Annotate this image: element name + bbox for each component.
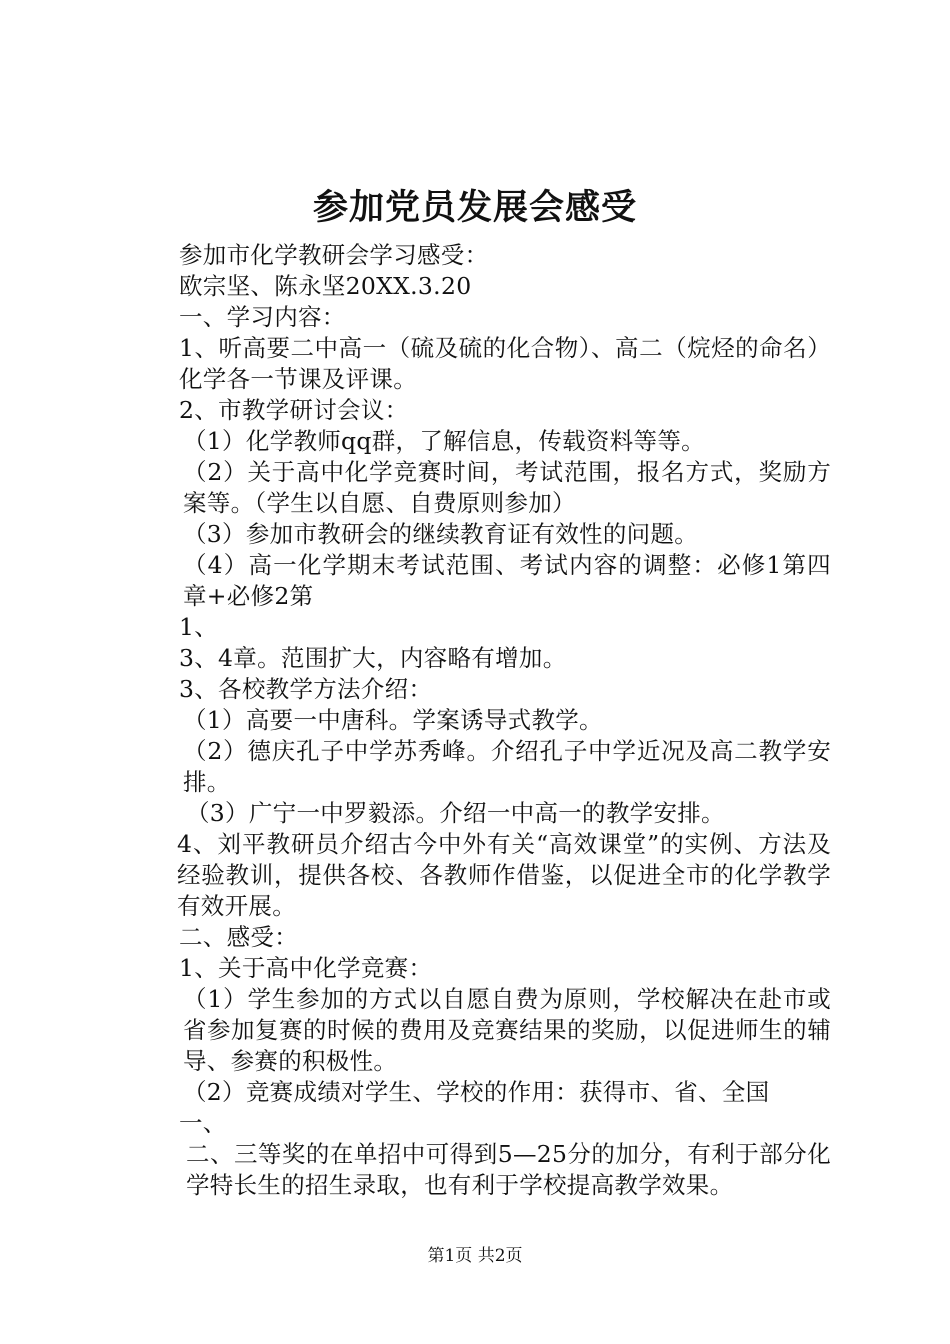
paragraph: 二、三等奖的在单招中可得到5—25分的加分，有利于部分化学特长生的招生录取，也有利于学校提高教学效果。 — [186, 1140, 831, 1199]
paragraph: 3、4章。范围扩大，内容略有增加。 — [179, 644, 567, 672]
paragraph: 一、 — [179, 1109, 227, 1137]
paragraph: （1）高要一中唐科。学案诱导式教学。 — [183, 706, 603, 734]
paragraph: 2、市教学研讨会议： — [179, 396, 409, 424]
paragraph: 参加市化学教研会学习感受： — [179, 241, 489, 269]
paragraph: 欧宗坚、陈永坚20XX.3.20 — [179, 272, 472, 300]
paragraph: 4、刘平教研员介绍古今中外有关“高效课堂”的实例、方法及经验教训，提供各校、各教师作借鉴，以促进全市的化学教学有效开展。 — [177, 830, 831, 920]
paragraph: 一、学习内容： — [179, 303, 346, 331]
paragraph: 1、听高要二中高一（硫及硫的化合物）、高二（烷烃的命名）化学各一节课及评课。 — [179, 334, 831, 393]
paragraph: （4）高一化学期末考试范围、考试内容的调整：必修1第四章+必修2第 — [183, 551, 831, 610]
paragraph: （1）学生参加的方式以自愿自费为原则，学校解决在赴市或省参加复赛的时候的费用及竞赛结果的奖励，以促进师生的辅导、参赛的积极性。 — [183, 985, 831, 1075]
paragraph: 1、 — [179, 613, 219, 641]
paragraph: 1、关于高中化学竞赛： — [179, 954, 433, 982]
paragraph: 3、各校教学方法介绍： — [179, 675, 433, 703]
paragraph: （1）化学教师qq群，了解信息，传载资料等等。 — [183, 427, 705, 455]
paragraph: 二、感受： — [179, 923, 298, 951]
paragraph: （3）参加市教研会的继续教育证有效性的问题。 — [183, 520, 699, 548]
document-body — [129, 240, 831, 1201]
document-title: 参加党员发展会感受 — [312, 188, 637, 228]
paragraph: （2）德庆孔子中学苏秀峰。介绍孔子中学近况及高二教学安排。 — [183, 737, 831, 796]
page-footer: 第1页 共2页 — [427, 1246, 523, 1266]
paragraph: （2）竞赛成绩对学生、学校的作用：获得市、省、全国 — [183, 1078, 770, 1106]
paragraph: （2）关于高中化学竞赛时间，考试范围，报名方式，奖励方案等。（学生以自愿、自费原则参加） — [183, 458, 831, 517]
paragraph: （3）广宁一中罗毅添。介绍一中高一的教学安排。 — [186, 799, 725, 827]
